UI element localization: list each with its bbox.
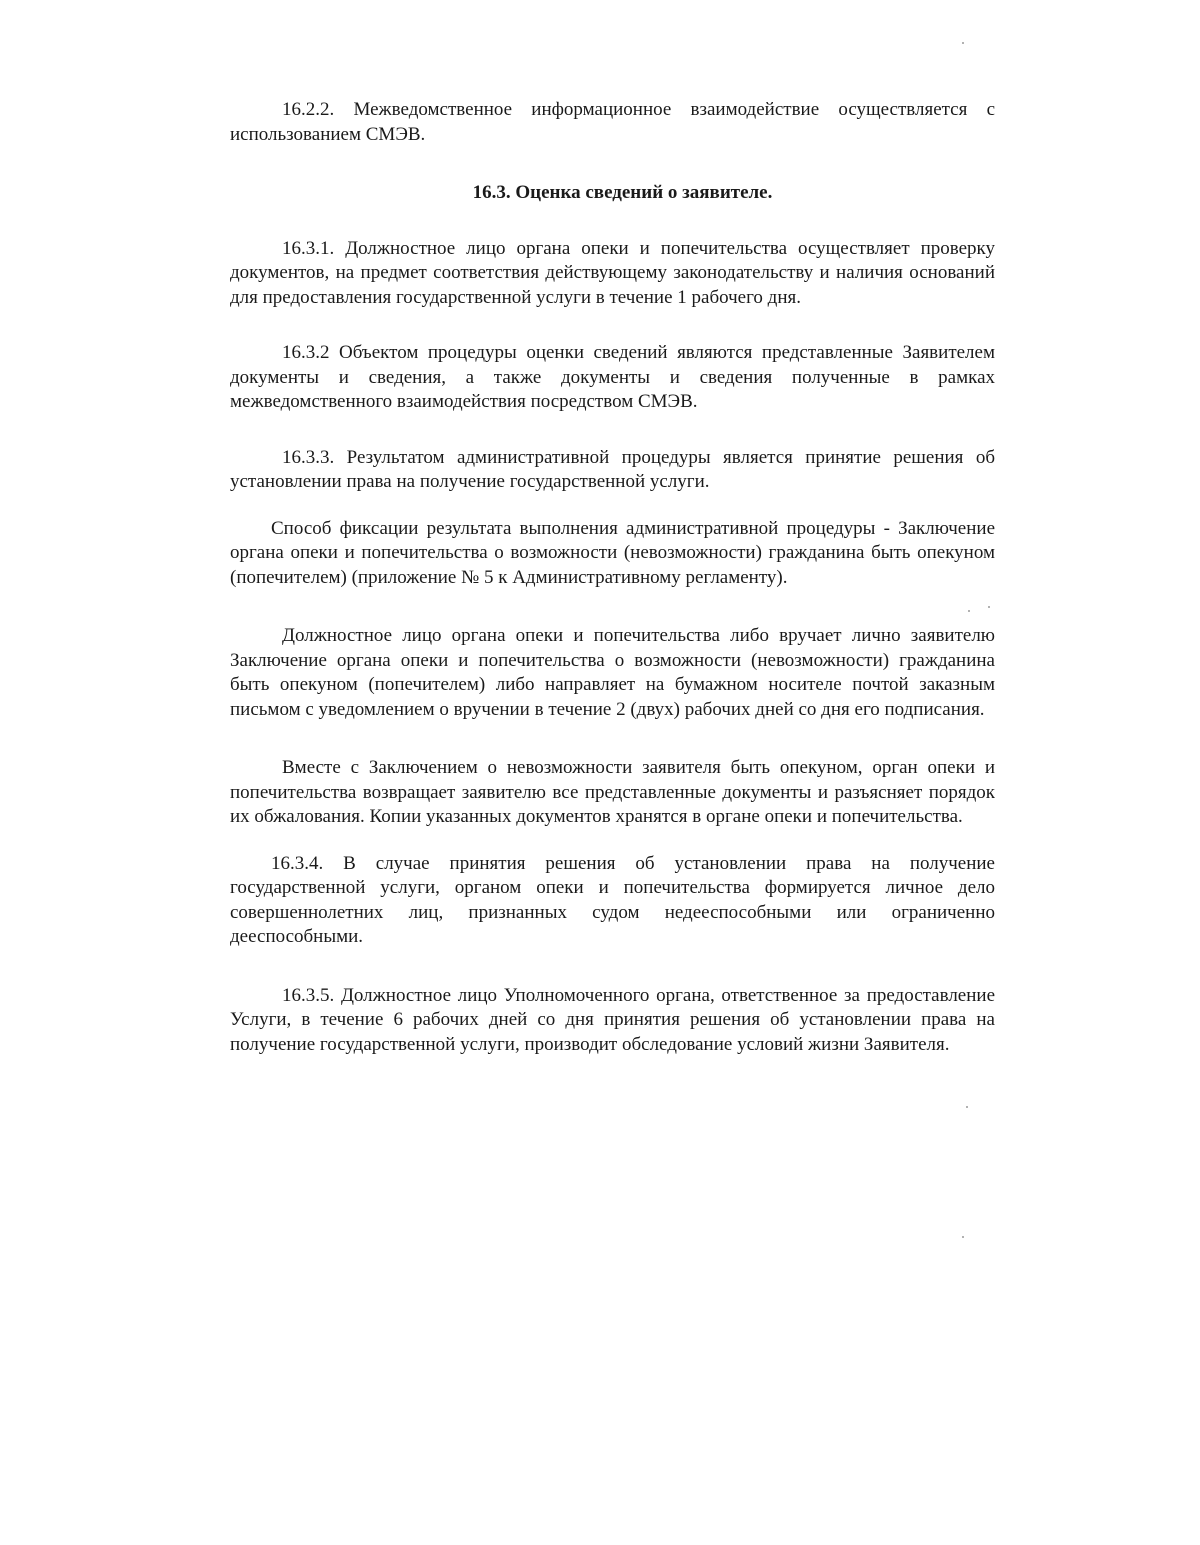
paragraph-delivery: Должностное лицо органа опеки и попечительства либо вручает лично заявителю Заключение органа опеки и попечительства о возможности (невозможности) гражданина быть опекуном (попечителем) либо направляет на бумажном носителе почтой заказным письмом с уведомлением о вручении в течение 2 (двух) рабочих дней со дня его подписания. <box>230 625 995 720</box>
document-body <box>230 98 995 1057</box>
scan-speck <box>962 1236 964 1238</box>
scan-speck <box>962 42 964 44</box>
paragraph-16-3-5: 16.3.5. Должностное лицо Уполномоченного органа, ответственное за предоставление Услуги, в течение 6 рабочих дней со дня принятия решения об установлении права на получение государственной услуги, производит обследование условий жизни Заявителя. <box>230 984 995 1055</box>
paragraph-16-3-3: 16.3.3. Результатом административной процедуры является принятие решения об установлении права на получение государственной услуги. <box>230 446 995 492</box>
paragraph-16-3-2: 16.3.2 Объектом процедуры оценки сведений являются представленные Заявителем документы и сведения, а также документы и сведения полученные в рамках межведомственного взаимодействия посредством СМЭВ. <box>230 342 995 412</box>
paragraph-16-2-2: 16.2.2. Межведомственное информационное взаимодействие осуществляется с использованием СМЭВ. <box>230 99 995 145</box>
paragraph-fixation-method: Способ фиксации результата выполнения административной процедуры - Заключение органа опеки и попечительства о возможности (невозможности) гражданина быть опекуном (попечителем) (приложение № 5 к Административному регламенту). <box>230 517 995 588</box>
scan-speck <box>966 1106 968 1108</box>
paragraph-16-3-1: 16.3.1. Должностное лицо органа опеки и попечительства осуществляет проверку документов, на предмет соответствия действующему законодательству и наличия оснований для предоставления государственной услуги в течение 1 рабочего дня. <box>230 237 995 308</box>
paragraph-16-3-4: 16.3.4. В случае принятия решения об установлении права на получение государственной услуги, органом опеки и попечительства формируется личное дело совершеннолетних лиц, признанных судом недееспособными или ограниченно дееспособными. <box>230 852 995 947</box>
section-heading: 16.3. Оценка сведений о заявителе. <box>472 182 773 203</box>
paragraph-return-documents: Вместе с Заключением о невозможности заявителя быть опекуном, орган опеки и попечительства возвращает заявителю все представленные документы и разъясняет порядок их обжалования. Копии указанных документов хранятся в органе опеки и попечительства. <box>230 757 995 827</box>
